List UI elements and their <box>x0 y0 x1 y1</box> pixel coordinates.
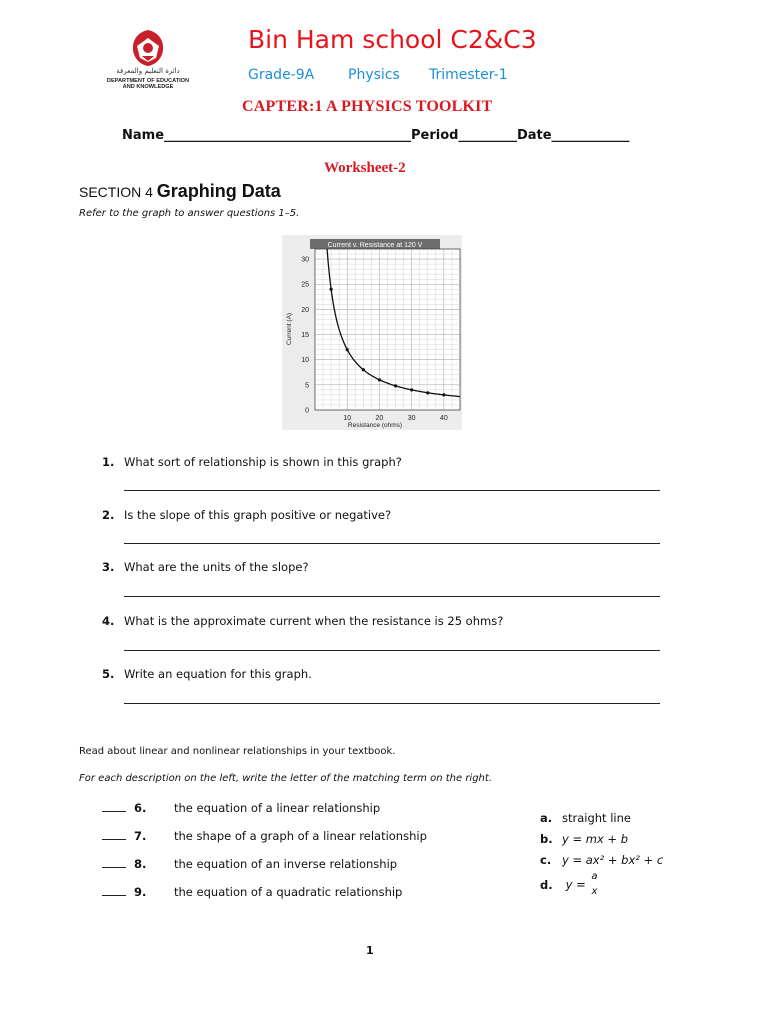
answer-line-2[interactable] <box>124 543 660 544</box>
answer-line-1[interactable] <box>124 490 660 491</box>
answer-line-4[interactable] <box>124 650 660 651</box>
term-letter: d. <box>540 877 553 892</box>
answer-blank[interactable] <box>102 801 126 812</box>
matching-item-6 <box>102 801 380 815</box>
matching-item-9 <box>102 885 402 899</box>
worksheet-title: Worksheet-2 <box>324 160 406 176</box>
y-axis-label: Current (A) <box>286 312 293 346</box>
item-number: 6. <box>134 801 147 815</box>
school-title: Bin Ham school C2&C3 <box>248 25 537 54</box>
term-letter: a. <box>540 811 553 825</box>
data-point <box>426 391 429 394</box>
term-text: straight line <box>562 811 631 825</box>
data-point <box>346 348 349 351</box>
answer-blank[interactable] <box>102 857 126 868</box>
term-prefix: y = <box>565 877 586 892</box>
logo-arabic-text: دائرة التعليم والمعرفة <box>116 67 180 75</box>
question-number: 4. <box>102 614 115 628</box>
answer-blank[interactable] <box>102 885 126 896</box>
x-tick-label: 40 <box>439 415 448 422</box>
term-c <box>540 853 663 867</box>
item-text: the equation of a linear relationship <box>174 801 381 815</box>
page-number: 1 <box>366 944 374 957</box>
question-text: What are the units of the slope? <box>124 560 309 574</box>
question-text: Is the slope of this graph positive or negative? <box>124 508 392 522</box>
data-point <box>394 384 397 387</box>
section-title: Graphing Data <box>156 181 281 201</box>
grade-label: Grade-9A <box>248 67 315 83</box>
section-label: SECTION 4 <box>79 184 153 200</box>
trimester-label: Trimester-1 <box>429 67 508 83</box>
matching-intro: Read about linear and nonlinear relationships in your textbook. <box>79 746 396 757</box>
y-tick-label: 25 <box>301 281 309 289</box>
question-2 <box>102 508 391 522</box>
y-tick-label: 15 <box>301 332 309 340</box>
data-point <box>442 393 445 396</box>
answer-blank[interactable] <box>102 829 126 840</box>
fraction-numerator: a <box>591 870 597 885</box>
question-number: 5. <box>102 667 115 681</box>
matching-instruction: For each description on the left, write the letter of the matching term on the right. <box>79 773 492 784</box>
data-point <box>378 378 381 381</box>
term-text: y = mx + b <box>562 832 629 846</box>
term-letter: b. <box>540 832 553 846</box>
item-text: the shape of a graph of a linear relationship <box>174 829 427 843</box>
question-4 <box>102 614 503 628</box>
y-tick-label: 0 <box>305 407 309 415</box>
item-text: the equation of an inverse relationship <box>174 857 398 871</box>
term-d <box>540 870 598 899</box>
logo-english-text <box>92 78 204 91</box>
y-tick-label: 20 <box>301 306 309 314</box>
term-letter: c. <box>540 853 552 867</box>
item-number: 8. <box>134 857 147 871</box>
chart-title: Current v. Resistance at 120 V <box>327 242 423 249</box>
data-point <box>410 388 413 391</box>
y-tick-label: 5 <box>305 382 309 390</box>
logo-english-line-1: DEPARTMENT OF EDUCATION <box>106 78 190 84</box>
question-3 <box>102 560 309 574</box>
term-a <box>540 811 631 825</box>
question-text: What sort of relationship is shown in this graph? <box>124 455 402 469</box>
data-point <box>362 368 365 371</box>
question-number: 2. <box>102 508 115 522</box>
current-vs-resistance-chart <box>282 235 462 430</box>
question-number: 1. <box>102 455 115 469</box>
y-tick-label: 30 <box>301 256 309 264</box>
answer-line-5[interactable] <box>124 703 660 704</box>
x-axis-label: Resistance (ohms) <box>347 422 403 429</box>
term-b <box>540 832 628 846</box>
x-tick-label: 30 <box>407 415 416 422</box>
answer-line-3[interactable] <box>124 596 660 597</box>
falcon-emblem-icon <box>133 30 163 66</box>
item-text: the equation of a quadratic relationship <box>174 885 403 899</box>
x-tick-label: 20 <box>375 415 384 422</box>
matching-item-8 <box>102 857 397 871</box>
section-instruction: Refer to the graph to answer questions 1–5. <box>79 208 300 219</box>
term-text: y = ax² + bx² + c <box>562 853 664 867</box>
name-period-date-line: Name______________________________________Period_________Date____________ <box>122 128 630 143</box>
subject-label: Physics <box>348 67 400 83</box>
fraction-denominator: x <box>591 886 598 897</box>
item-number: 7. <box>134 829 147 843</box>
data-point <box>330 288 333 291</box>
question-1 <box>102 455 402 469</box>
matching-item-7 <box>102 829 427 843</box>
section-heading <box>79 181 281 202</box>
chapter-title: CAPTER:1 A PHYSICS TOOLKIT <box>242 98 493 115</box>
question-5 <box>102 667 312 681</box>
y-tick-label: 10 <box>301 357 309 365</box>
question-text: What is the approximate current when the resistance is 25 ohms? <box>124 614 504 628</box>
logo-english-line-2: AND KNOWLEDGE <box>122 84 174 91</box>
x-tick-label: 10 <box>343 415 352 422</box>
fraction <box>591 870 597 899</box>
item-number: 9. <box>134 885 147 899</box>
question-number: 3. <box>102 560 115 574</box>
question-text: Write an equation for this graph. <box>124 667 312 681</box>
